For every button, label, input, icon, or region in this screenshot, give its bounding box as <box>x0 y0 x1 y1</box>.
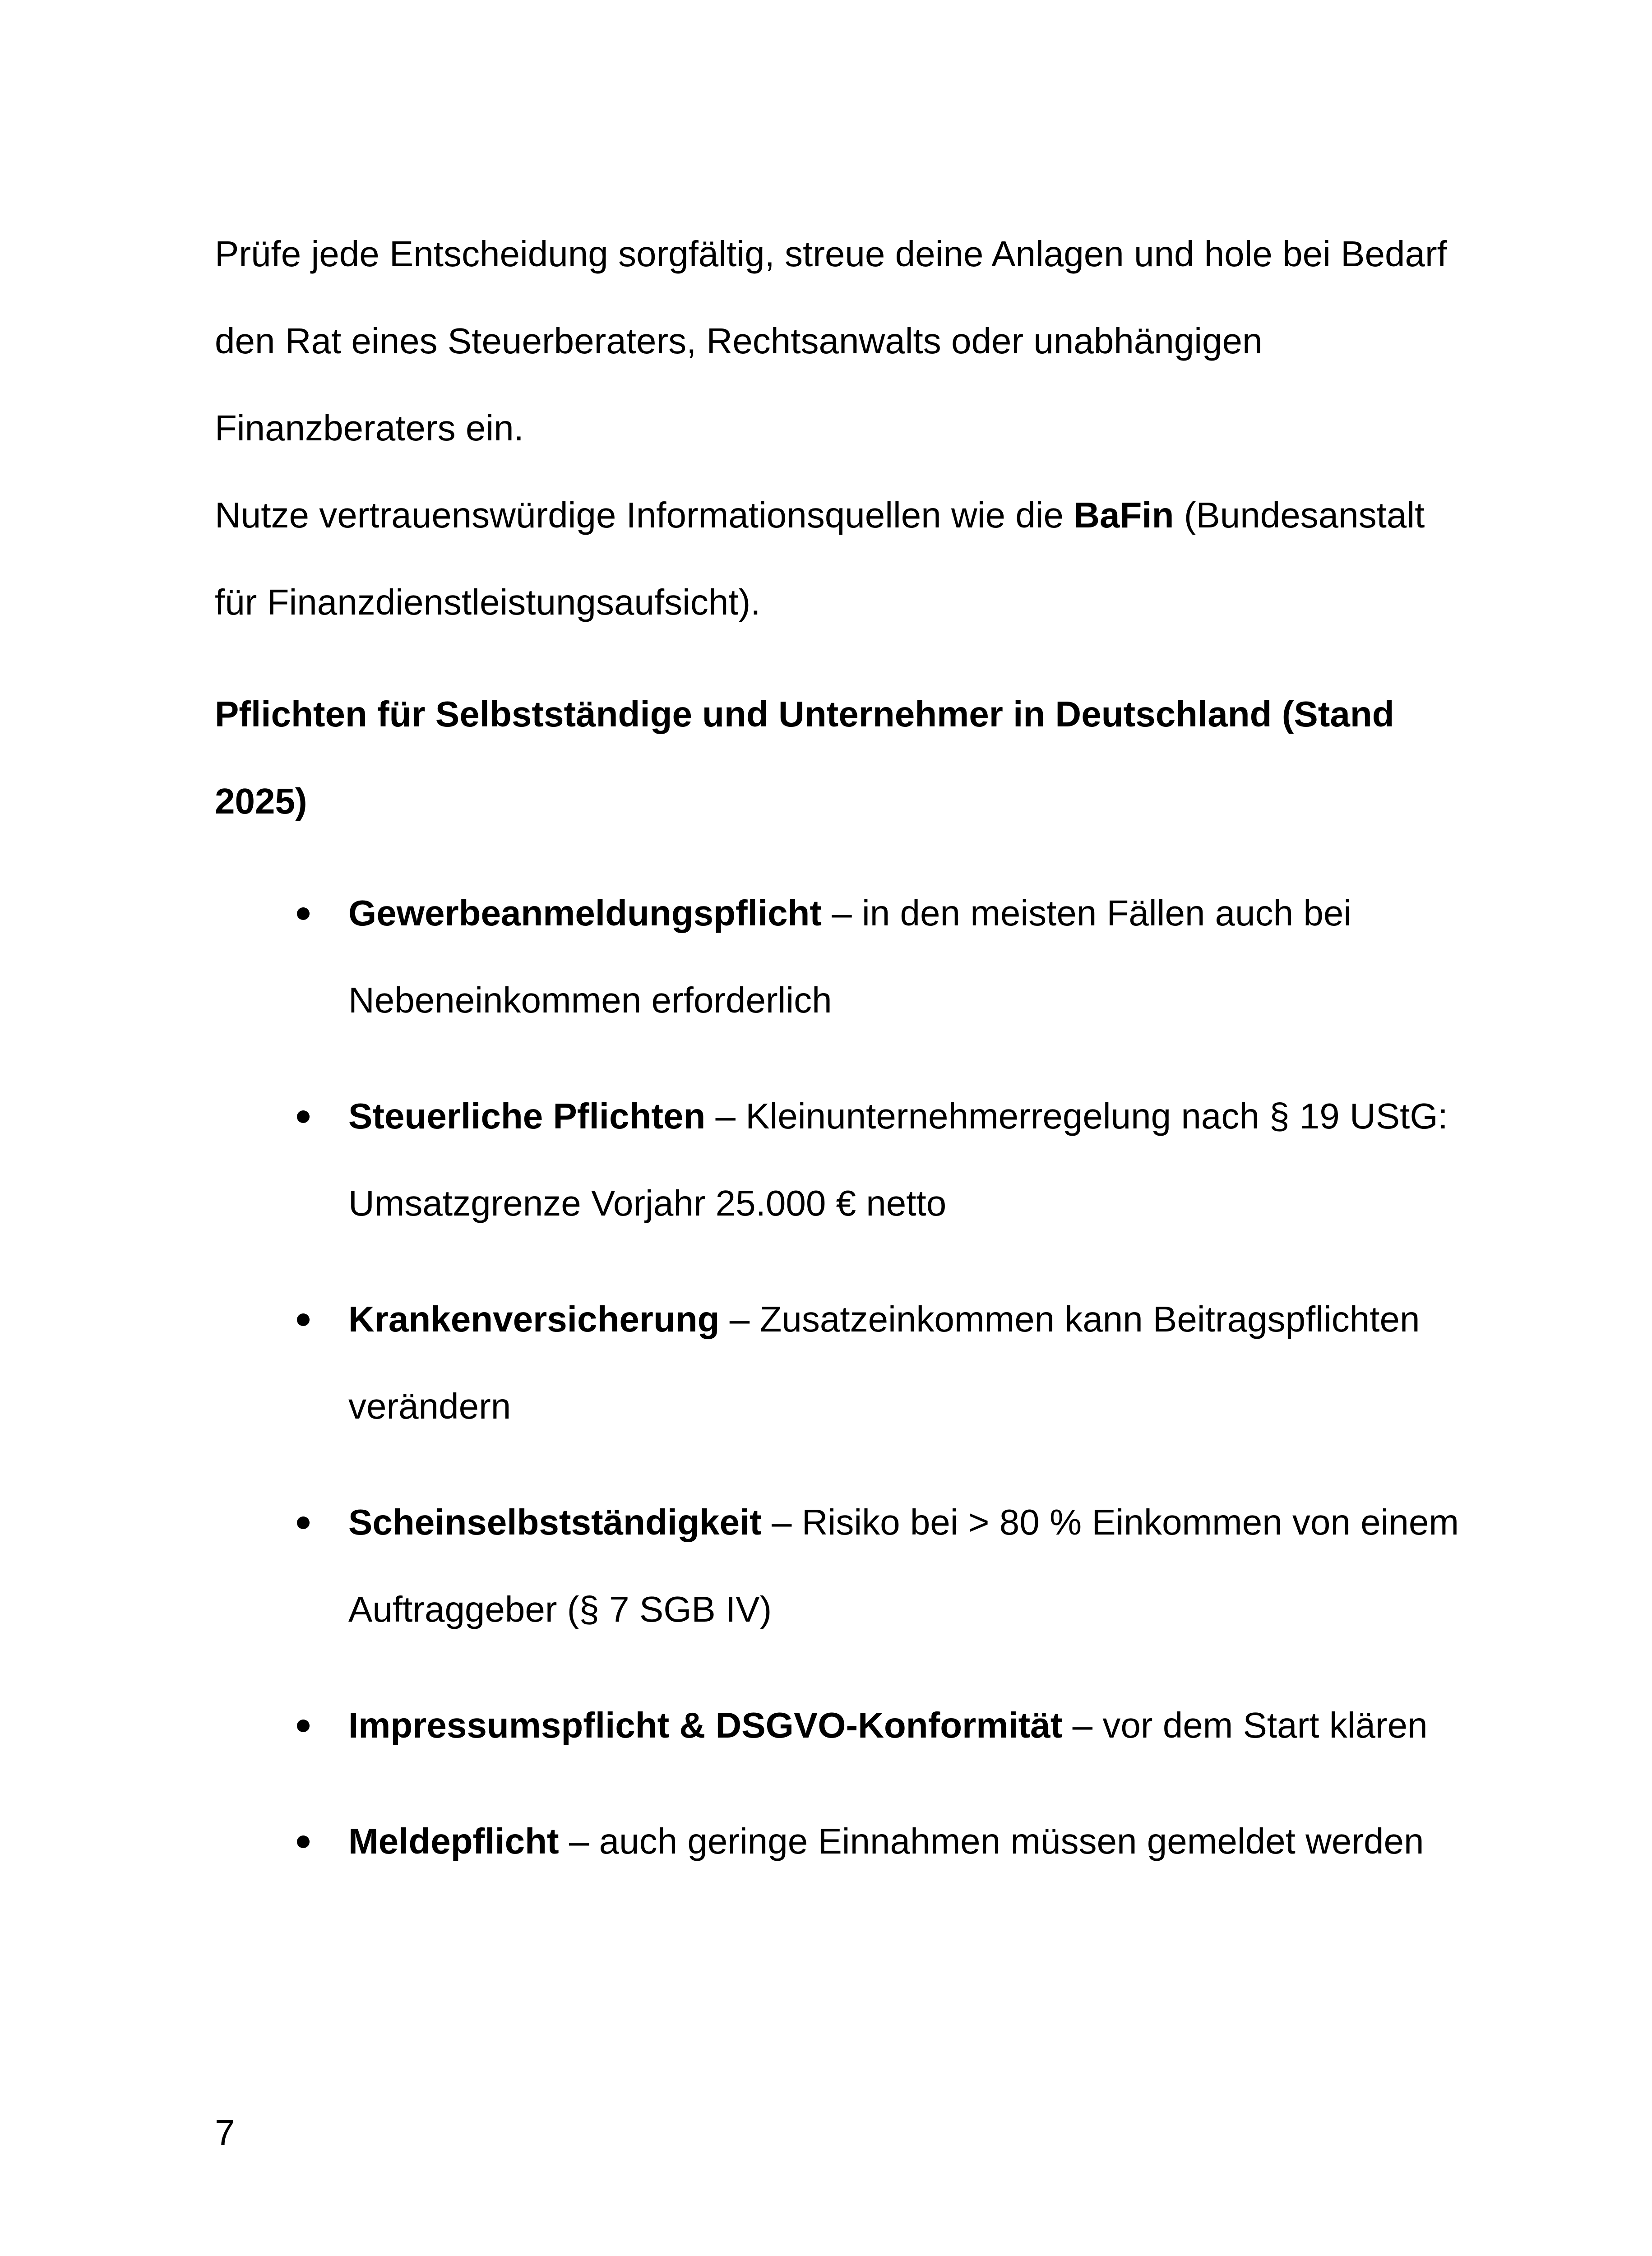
list-item <box>215 1682 1460 1769</box>
bullet-icon <box>297 1516 310 1529</box>
list-item-text: – in den meisten Fällen auch bei Nebeneinkommen erforderlich <box>348 893 1352 1020</box>
bullet-icon <box>297 1313 310 1326</box>
intro-paragraph-2-suffix: (Bundesanstalt für Finanzdienstleistungsaufsicht). <box>215 495 1425 622</box>
bafin-bold: BaFin <box>1074 495 1174 535</box>
list-item-title: Scheinselbstständigkeit <box>348 1502 762 1542</box>
list-item <box>215 869 1460 1044</box>
section-heading: Pflichten für Selbstständige und Unternehmer in Deutschland (Stand 2025) <box>215 694 1394 821</box>
list-item-text: – vor dem Start klären <box>1062 1705 1428 1745</box>
list-item <box>215 1798 1460 1885</box>
list-item-text: – auch geringe Einnahmen müssen gemeldet werden <box>559 1821 1424 1861</box>
list-item-title: Krankenversicherung <box>348 1299 720 1339</box>
page-number: 7 <box>215 2113 235 2153</box>
page-content <box>215 210 1460 1885</box>
obligations-list <box>215 869 1460 1885</box>
bullet-icon <box>297 1720 310 1732</box>
list-item-text: – Risiko bei > 80 % Einkommen von einem Auftraggeber (§ 7 SGB IV) <box>348 1502 1459 1629</box>
list-item-title: Steuerliche Pflichten <box>348 1096 706 1136</box>
list-item-text: – Zusatzeinkommen kann Beitragspflichten verändern <box>348 1299 1420 1426</box>
list-item-title: Meldepflicht <box>348 1821 559 1861</box>
list-item <box>215 1073 1460 1247</box>
list-item-title: Impressumspflicht & DSGVO-Konformität <box>348 1705 1063 1745</box>
bullet-icon <box>297 1835 310 1848</box>
intro-paragraph-2 <box>215 472 1460 646</box>
list-item <box>215 1479 1460 1653</box>
list-item-text: – Kleinunternehmerregelung nach § 19 UStG: Umsatzgrenze Vorjahr 25.000 € netto <box>348 1096 1448 1223</box>
intro-paragraph-1-text: Prüfe jede Entscheidung sorgfältig, streue deine Anlagen und hole bei Bedarf den Rat eines Steuerberaters, Rechtsanwalts oder unabhängigen Finanzberaters ein. <box>215 234 1447 448</box>
intro-paragraph-2-prefix: Nutze vertrauenswürdige Informationsquellen wie die <box>215 495 1074 535</box>
bullet-icon <box>297 1110 310 1123</box>
list-item <box>215 1276 1460 1450</box>
intro-paragraph-1 <box>215 210 1460 472</box>
bullet-icon <box>297 907 310 920</box>
list-item-title: Gewerbeanmeldungspflicht <box>348 893 822 933</box>
